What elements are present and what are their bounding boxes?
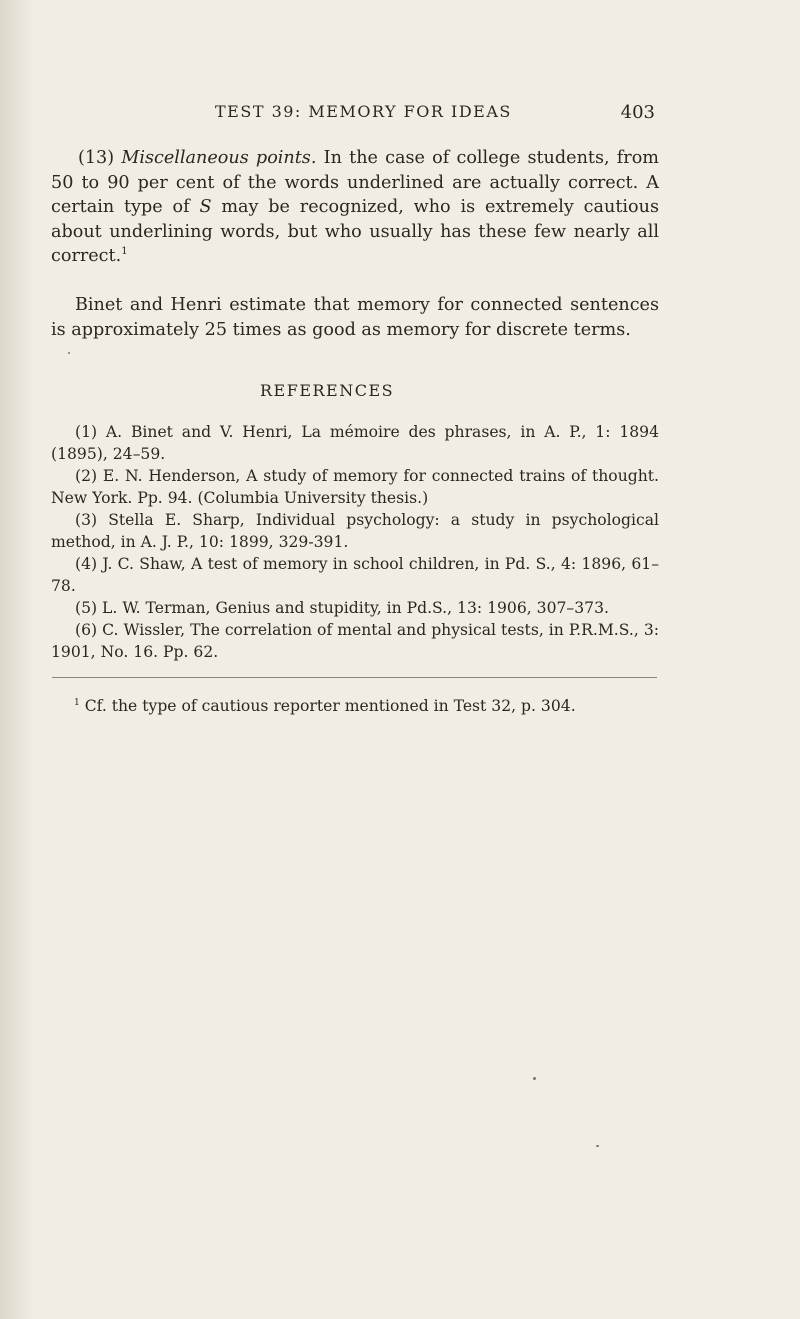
reference-item: (3) Stella E. Sharp, Individual psychology: a study in psychological method, in A. J. P., 10: 1899, 329-391. bbox=[51, 511, 659, 551]
paragraph-body: In the case of college students, from 50 to 90 per cent of the words underlined are actually correct. A certain type of bbox=[51, 148, 659, 217]
header-title: TEST 39: MEMORY FOR IDEAS bbox=[215, 102, 512, 121]
item-number: (13) bbox=[78, 148, 115, 168]
footnote-marker: 1 bbox=[74, 697, 80, 708]
references-heading: REFERENCES bbox=[260, 381, 395, 400]
footnote-reference: 1 bbox=[121, 246, 128, 258]
footnote-text: Cf. the type of cautious reporter mentioned in Test 32, p. 304. bbox=[79, 697, 576, 715]
paragraph-miscellaneous-points bbox=[51, 146, 659, 269]
reference-item: (2) E. N. Henderson, A study of memory for connected trains of thought. New York. Pp. 94. (Columbia University thesis.) bbox=[51, 467, 659, 507]
paper-speck bbox=[68, 352, 70, 354]
reference-item: (4) J. C. Shaw, A test of memory in school children, in Pd. S., 4: 1896, 61–78. bbox=[51, 555, 659, 595]
paragraph-body-continued: may be recognized, who is extremely cautious about underlining words, but who usually has these few nearly all correct. bbox=[51, 197, 659, 266]
paper-speck bbox=[596, 1145, 599, 1147]
paper-speck bbox=[533, 1077, 536, 1080]
references-list bbox=[51, 421, 659, 663]
paragraph-binet-henri bbox=[51, 293, 659, 342]
footnote-divider bbox=[52, 677, 657, 678]
reference-item: (1) A. Binet and V. Henri, La mémoire des phrases, in A. P., 1: 1894 (1895), 24–59. bbox=[51, 423, 659, 463]
section-heading: Miscellaneous points. bbox=[121, 148, 317, 168]
page-number: 403 bbox=[620, 102, 655, 123]
running-header bbox=[215, 102, 655, 124]
paragraph-text: Binet and Henri estimate that memory for connected sentences is approximately 25 times as good as memory for discrete terms. bbox=[51, 295, 659, 340]
reference-item: (5) L. W. Terman, Genius and stupidity, in Pd.S., 13: 1906, 307–373. bbox=[75, 599, 609, 617]
reference-item: (6) C. Wissler, The correlation of mental and physical tests, in P.R.M.S., 3: 1901, No. 16. Pp. 62. bbox=[51, 621, 659, 661]
footnote bbox=[74, 695, 664, 717]
page-edge-shadow bbox=[0, 0, 34, 1319]
symbol-s: S bbox=[199, 197, 212, 217]
